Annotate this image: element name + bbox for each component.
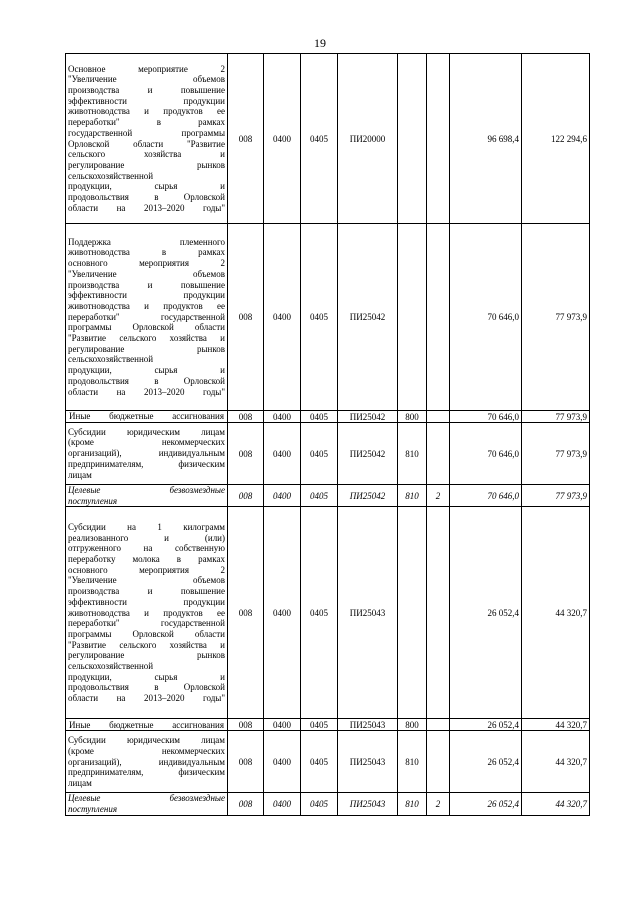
description-line: производства и повышение	[68, 84, 225, 95]
description-line: "Увеличение объемов	[68, 268, 225, 279]
funding-source-cell	[427, 411, 450, 423]
description-line: основного мероприятия 2	[68, 258, 225, 269]
amount-year2-cell: 44 320,7	[522, 507, 590, 719]
description-line: Субсидии на 1 килограмм	[68, 521, 225, 532]
description-line: области на 2013–2020 годы"	[68, 693, 225, 704]
amount-year1-cell: 26 052,4	[450, 507, 522, 719]
ministry-code-cell: 008	[228, 411, 264, 423]
row-description	[66, 719, 228, 731]
subsection-code-cell: 0405	[301, 54, 338, 224]
description-line: Целевые безвозмездные	[68, 793, 225, 804]
description-line: поступления	[68, 804, 118, 815]
description-line: животноводства и продуктов ее	[68, 300, 225, 311]
description-line: переработку молока в рамках	[68, 554, 225, 565]
subsection-code-cell: 0405	[301, 719, 338, 731]
funding-source-cell	[427, 224, 450, 411]
description-line: области на 2013–2020 годы"	[68, 386, 225, 397]
amount-year1-cell: 70 646,0	[450, 224, 522, 411]
description-line: Иные бюджетные ассигнования	[69, 719, 224, 730]
row-description	[66, 423, 228, 485]
amount-year2-cell: 77 973,9	[522, 411, 590, 423]
target-article-cell: ПИ25043	[338, 731, 398, 793]
expense-type-cell: 800	[398, 719, 427, 731]
section-code-cell: 0400	[264, 719, 301, 731]
amount-year1-cell: 70 646,0	[450, 485, 522, 507]
table-row	[66, 507, 590, 719]
description-line: продовольствия в Орловской	[68, 192, 225, 203]
description-line: Субсидии юридическим лицам	[68, 426, 225, 437]
table-row	[66, 411, 590, 423]
amount-year1-cell: 70 646,0	[450, 411, 522, 423]
description-line: Орловской области "Развитие	[68, 138, 225, 149]
table-row	[66, 719, 590, 731]
description-line: лицам	[68, 777, 92, 788]
description-line: Целевые безвозмездные	[68, 485, 225, 495]
table-row	[66, 485, 590, 507]
target-article-cell: ПИ25042	[338, 423, 398, 485]
page-number: 19	[314, 36, 326, 50]
description-line: "Увеличение объемов	[68, 575, 225, 586]
ministry-code-cell: 008	[228, 54, 264, 224]
description-line: программы Орловской области	[68, 628, 225, 639]
table-row	[66, 423, 590, 485]
description-line: сельскохозяйственной	[68, 170, 154, 181]
target-article-cell: ПИ25042	[338, 411, 398, 423]
description-line: "Развитие сельского хозяйства и	[68, 639, 225, 650]
subsection-code-cell: 0405	[301, 224, 338, 411]
description-line: области на 2013–2020 годы"	[68, 202, 225, 213]
description-line: организаций), индивидуальным	[68, 756, 225, 767]
description-line: переработки" государственной	[68, 618, 225, 629]
target-article-cell: ПИ25043	[338, 507, 398, 719]
description-line: животноводства в рамках	[68, 247, 225, 258]
target-article-cell: ПИ20000	[338, 54, 398, 224]
description-line: животноводства и продуктов ее	[68, 106, 225, 117]
section-code-cell: 0400	[264, 485, 301, 507]
subsection-code-cell: 0405	[301, 731, 338, 793]
table-row	[66, 224, 590, 411]
section-code-cell: 0400	[264, 54, 301, 224]
description-line: продукции, сырья и	[68, 365, 225, 376]
amount-year1-cell: 26 052,4	[450, 793, 522, 815]
expense-type-cell: 810	[398, 485, 427, 507]
description-line: животноводства и продуктов ее	[68, 607, 225, 618]
section-code-cell: 0400	[264, 731, 301, 793]
description-line: эффективности продукции	[68, 290, 225, 301]
ministry-code-cell: 008	[228, 731, 264, 793]
funding-source-cell	[427, 54, 450, 224]
amount-year2-cell: 44 320,7	[522, 719, 590, 731]
target-article-cell: ПИ25042	[338, 224, 398, 411]
description-line: предпринимателям, физическим	[68, 458, 225, 469]
budget-table-body	[66, 54, 590, 816]
description-line: (кроме некоммерческих	[68, 745, 225, 756]
section-code-cell: 0400	[264, 411, 301, 423]
target-article-cell: ПИ25042	[338, 485, 398, 507]
amount-year2-cell: 122 294,6	[522, 54, 590, 224]
table-row	[66, 793, 590, 815]
description-line: государственной программы	[68, 127, 225, 138]
description-line: "Развитие сельского хозяйства и	[68, 333, 225, 344]
ministry-code-cell: 008	[228, 423, 264, 485]
description-line: сельскохозяйственной	[68, 661, 154, 672]
expense-type-cell: 810	[398, 793, 427, 815]
description-line: программы Орловской области	[68, 322, 225, 333]
description-line: Иные бюджетные ассигнования	[69, 411, 224, 422]
target-article-cell: ПИ25043	[338, 793, 398, 815]
description-line: продукции, сырья и	[68, 181, 225, 192]
table-row	[66, 731, 590, 793]
ministry-code-cell: 008	[228, 793, 264, 815]
row-description	[66, 485, 228, 507]
description-line: предпринимателям, физическим	[68, 767, 225, 778]
description-line: продовольствия в Орловской	[68, 375, 225, 386]
description-line: "Увеличение объемов	[68, 74, 225, 85]
expense-type-cell: 810	[398, 423, 427, 485]
description-line: переработки" в рамках	[68, 117, 225, 128]
row-description	[66, 731, 228, 793]
description-line: сельского хозяйства и	[68, 149, 225, 160]
expense-type-cell	[398, 507, 427, 719]
expense-type-cell: 800	[398, 411, 427, 423]
funding-source-cell	[427, 423, 450, 485]
amount-year1-cell: 26 052,4	[450, 719, 522, 731]
ministry-code-cell: 008	[228, 485, 264, 507]
description-line: основного мероприятия 2	[68, 564, 225, 575]
ministry-code-cell: 008	[228, 719, 264, 731]
expense-type-cell	[398, 54, 427, 224]
description-line: продовольствия в Орловской	[68, 682, 225, 693]
description-line: эффективности продукции	[68, 596, 225, 607]
expense-type-cell: 810	[398, 731, 427, 793]
row-description	[66, 54, 228, 224]
description-line: поступления	[68, 495, 118, 506]
target-article-cell: ПИ25043	[338, 719, 398, 731]
amount-year1-cell: 26 052,4	[450, 731, 522, 793]
row-description	[66, 224, 228, 411]
description-line: отгруженного на собственную	[68, 543, 225, 554]
subsection-code-cell: 0405	[301, 485, 338, 507]
funding-source-cell	[427, 507, 450, 719]
amount-year2-cell: 44 320,7	[522, 793, 590, 815]
amount-year2-cell: 77 973,9	[522, 485, 590, 507]
amount-year1-cell: 96 698,4	[450, 54, 522, 224]
description-line: Поддержка племенного	[68, 236, 225, 247]
description-line: сельскохозяйственной	[68, 354, 154, 365]
funding-source-cell	[427, 731, 450, 793]
budget-table	[65, 53, 590, 816]
row-description	[66, 793, 228, 815]
funding-source-cell	[427, 719, 450, 731]
description-line: организаций), индивидуальным	[68, 448, 225, 459]
amount-year1-cell: 70 646,0	[450, 423, 522, 485]
amount-year2-cell: 77 973,9	[522, 224, 590, 411]
amount-year2-cell: 77 973,9	[522, 423, 590, 485]
subsection-code-cell: 0405	[301, 793, 338, 815]
description-line: эффективности продукции	[68, 95, 225, 106]
subsection-code-cell: 0405	[301, 507, 338, 719]
section-code-cell: 0400	[264, 507, 301, 719]
subsection-code-cell: 0405	[301, 423, 338, 485]
description-line: регулирование рынков	[68, 159, 225, 170]
description-line: реализованного и (или)	[68, 532, 225, 543]
expense-type-cell	[398, 224, 427, 411]
description-line: продукции, сырья и	[68, 671, 225, 682]
funding-source-cell: 2	[427, 485, 450, 507]
description-line: регулирование рынков	[68, 650, 225, 661]
ministry-code-cell: 008	[228, 224, 264, 411]
section-code-cell: 0400	[264, 224, 301, 411]
description-line: производства и повышение	[68, 279, 225, 290]
description-line: переработки" государственной	[68, 311, 225, 322]
row-description	[66, 507, 228, 719]
table-row	[66, 54, 590, 224]
ministry-code-cell: 008	[228, 507, 264, 719]
description-line: лицам	[68, 469, 92, 480]
section-code-cell: 0400	[264, 423, 301, 485]
row-description	[66, 411, 228, 423]
funding-source-cell: 2	[427, 793, 450, 815]
description-line: регулирование рынков	[68, 343, 225, 354]
description-line: производства и повышение	[68, 586, 225, 597]
description-line: Основное мероприятие 2	[68, 63, 225, 74]
section-code-cell: 0400	[264, 793, 301, 815]
description-line: (кроме некоммерческих	[68, 437, 225, 448]
subsection-code-cell: 0405	[301, 411, 338, 423]
description-line: Субсидии юридическим лицам	[68, 735, 225, 746]
amount-year2-cell: 44 320,7	[522, 731, 590, 793]
